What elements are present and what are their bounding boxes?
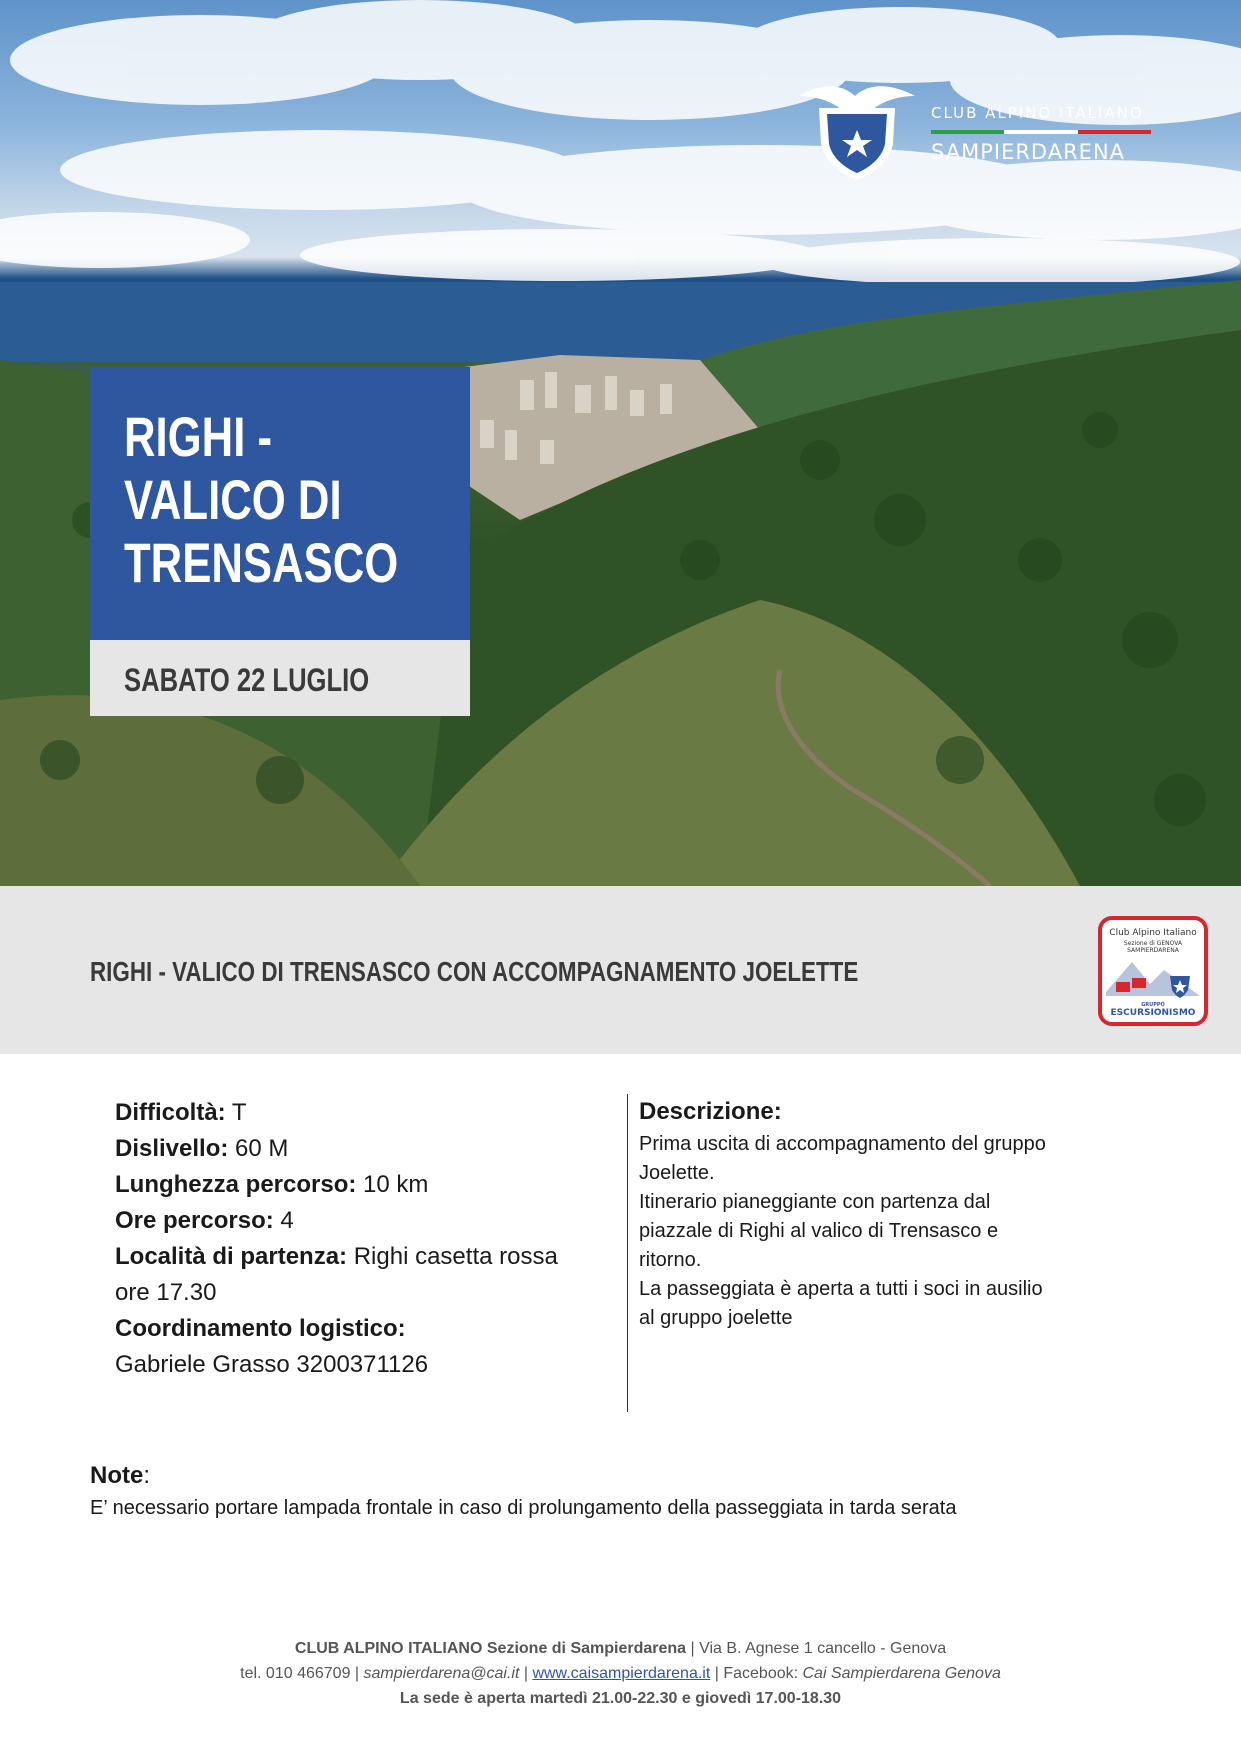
note-title	[90, 1459, 1190, 1493]
footer-address: Via B. Agnese 1 cancello - Genova	[699, 1640, 947, 1657]
badge-group-label: GRUPPO	[1141, 1002, 1165, 1008]
title-box	[90, 367, 470, 640]
escursionismo-badge	[1098, 916, 1208, 1026]
detail-coord-value: Gabriele Grasso 3200371126	[115, 1351, 429, 1378]
footer-org: CLUB ALPINO ITALIANO Sezione di Sampierdarena	[294, 1640, 687, 1657]
start-value: Righi casetta rossa	[353, 1243, 558, 1270]
footer-separator: |	[350, 1665, 364, 1682]
logo-section-name: SAMPIERDARENA	[931, 140, 1126, 164]
note-title-text: Note	[90, 1462, 144, 1489]
description-title: Descrizione:	[639, 1098, 782, 1125]
note-colon: :	[143, 1462, 151, 1489]
detail-hours	[115, 1203, 615, 1239]
length-label: Lunghezza percorso:	[115, 1171, 357, 1198]
detail-difficulty	[115, 1095, 615, 1131]
note-body: E’ necessario portare lampada frontale in caso di prolungamento della passeggiata in tarda serata	[90, 1497, 957, 1519]
length-value: 10 km	[363, 1171, 429, 1198]
footer-email[interactable]: sampierdarena@cai.it	[363, 1665, 520, 1682]
details-list	[115, 1095, 615, 1383]
badge-section-line2: SAMPIERDARENA	[1127, 947, 1179, 954]
description-line: piazzale di Righi al valico di Trensasco e	[639, 1220, 999, 1242]
column-divider	[627, 1094, 628, 1412]
detail-start	[115, 1239, 615, 1275]
difficulty-value: T	[231, 1099, 247, 1126]
footer-separator: |	[686, 1640, 700, 1657]
date-box	[90, 640, 470, 716]
event-date: SABATO 22 LUGLIO	[124, 662, 370, 698]
page-title	[124, 405, 399, 594]
detail-start-time: ore 17.30	[115, 1279, 217, 1306]
start-label: Località di partenza:	[115, 1243, 348, 1270]
footer-facebook-label: Facebook:	[723, 1665, 803, 1682]
elevation-label: Dislivello:	[115, 1135, 229, 1162]
hours-label: Ore percorso:	[115, 1207, 274, 1234]
footer-separator: |	[519, 1665, 533, 1682]
title-line-3: TRENSASCO	[124, 531, 399, 594]
badge-group-name: ESCURSIONISMO	[1110, 1008, 1196, 1018]
note-section	[90, 1459, 1190, 1523]
footer-line-2	[0, 1661, 1241, 1686]
description-line: Itinerario pianeggiante con partenza dal	[639, 1191, 991, 1213]
footer-facebook: Cai Sampierdarena Genova	[802, 1665, 1001, 1682]
detail-elevation	[115, 1131, 615, 1167]
badge-section-line1: Sezione di GENOVA	[1123, 940, 1183, 947]
detail-length	[115, 1167, 615, 1203]
description-section	[639, 1094, 1089, 1333]
event-subtitle: RIGHI - VALICO DI TRENSASCO CON ACCOMPAGNAMENTO JOELETTE	[90, 956, 859, 987]
coord-label: Coordinamento logistico:	[115, 1315, 406, 1342]
badge-section	[1102, 940, 1204, 954]
elevation-value: 60 M	[235, 1135, 289, 1162]
footer-line-1	[0, 1636, 1241, 1661]
title-line-1: RIGHI -	[124, 405, 273, 468]
subtitle-band	[0, 886, 1241, 1054]
cai-logo	[797, 74, 1157, 184]
description-line: Prima uscita di accompagnamento del gruppo	[639, 1133, 1046, 1155]
footer-phone: tel. 010 466709	[240, 1665, 351, 1682]
footer-hours: La sede è aperta martedì 21.00-22.30 e giovedì 17.00-18.30	[399, 1690, 842, 1707]
hours-value: 4	[280, 1207, 294, 1234]
logo-club-name: CLUB ALPINO ITALIANO	[931, 104, 1144, 122]
mountain-flags-icon	[1106, 956, 1200, 1000]
footer	[0, 1636, 1241, 1711]
detail-coord-label	[115, 1311, 615, 1347]
eagle-shield-icon	[797, 74, 917, 184]
description-line: La passeggiata è aperta a tutti i soci in ausilio	[639, 1278, 1043, 1300]
title-line-2: VALICO DI	[124, 468, 342, 531]
difficulty-label: Difficoltà:	[115, 1099, 226, 1126]
footer-line-3	[0, 1686, 1241, 1711]
footer-separator: |	[710, 1665, 724, 1682]
description-line: ritorno.	[639, 1249, 702, 1271]
tricolor-bar	[931, 130, 1151, 134]
description-line: al gruppo joelette	[639, 1307, 793, 1329]
badge-club-name: Club Alpino Italiano	[1109, 928, 1197, 938]
description-body	[639, 1130, 1089, 1333]
description-line: Joelette.	[639, 1162, 715, 1184]
footer-website-link[interactable]: www.caisampierdarena.it	[532, 1665, 711, 1682]
